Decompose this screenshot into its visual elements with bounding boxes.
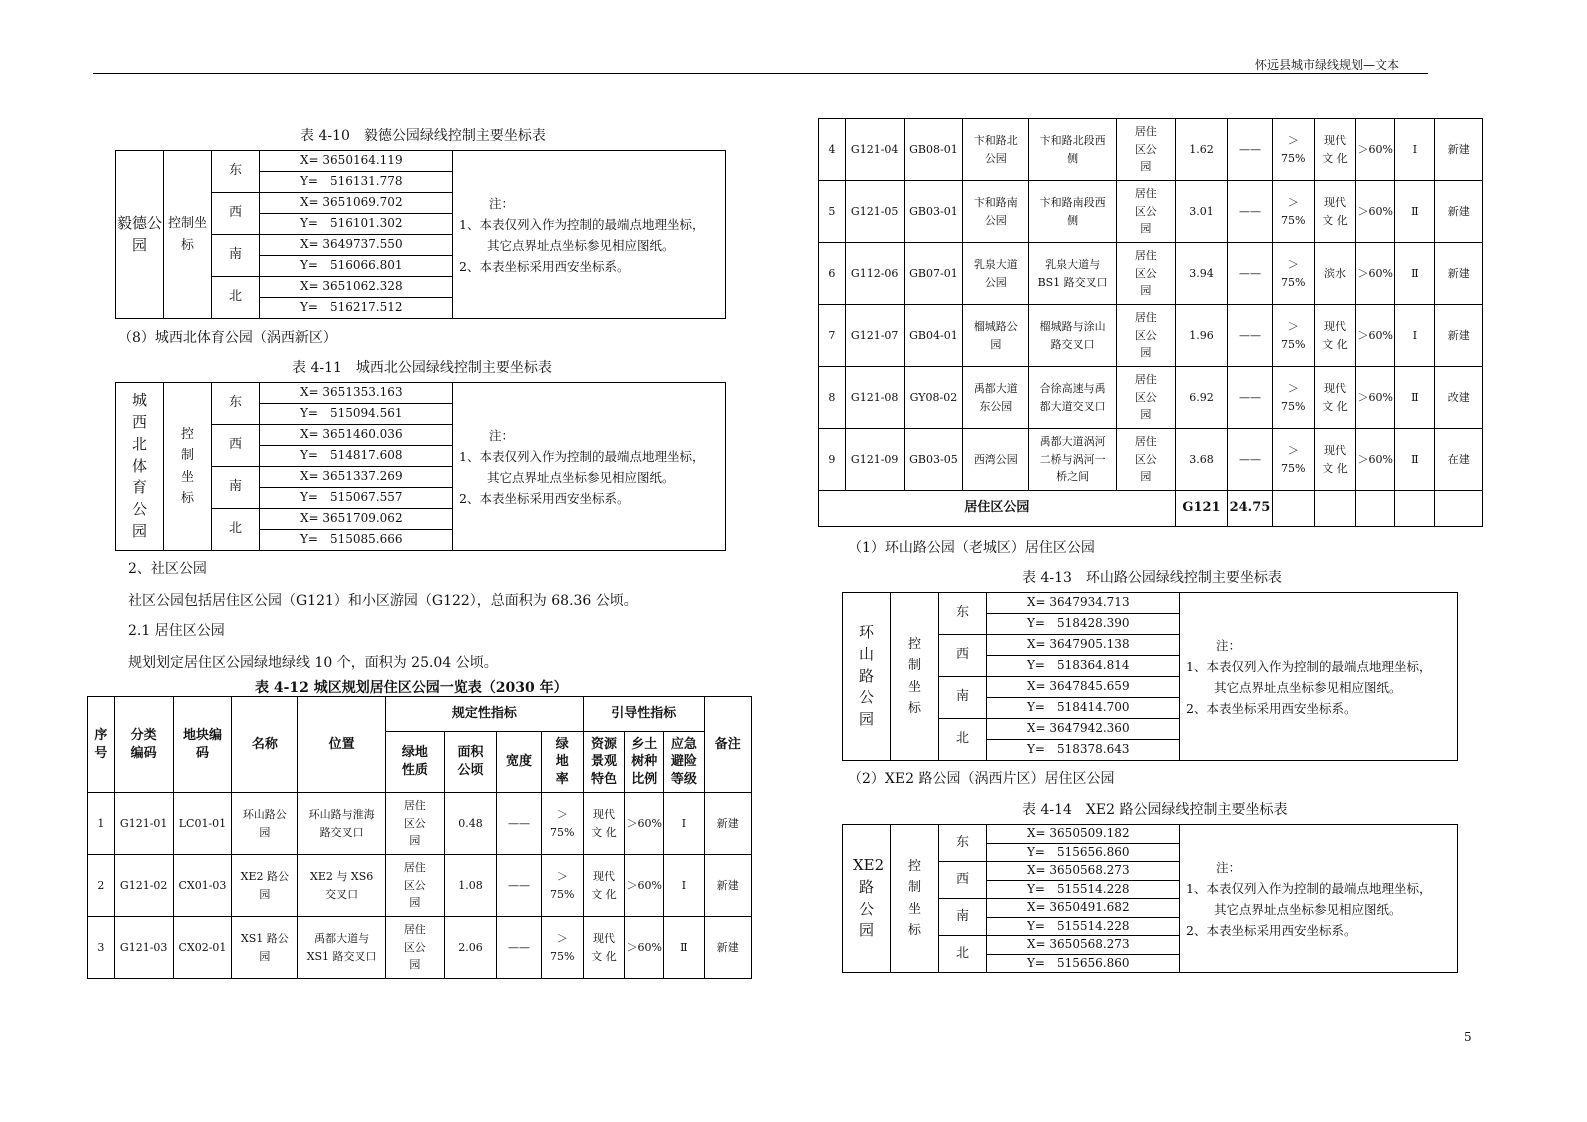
body-paragraph: 规划划定居住区公园绿地绿线 10 个，面积为 25.04 公顷。 — [128, 655, 498, 671]
table-note — [1180, 593, 1458, 761]
cell-name: 禹都大道东公园 — [963, 367, 1029, 429]
cell-remark: 新建 — [1435, 119, 1483, 181]
cell-area: 1.62 — [1175, 119, 1228, 181]
col-header: 位置 — [298, 697, 386, 793]
y-coord: Y= 515067.557 — [260, 488, 453, 509]
note-title: 注： — [489, 195, 515, 211]
direction: 西 — [939, 635, 987, 677]
cell-area: 0.48 — [444, 793, 497, 855]
cell-no: 7 — [819, 305, 846, 367]
table-row — [88, 793, 752, 855]
direction: 西 — [212, 193, 260, 235]
cell-plot: LC01-01 — [173, 793, 232, 855]
cell-resource: 现代文 化 — [1314, 119, 1355, 181]
cell-no: 5 — [819, 181, 846, 243]
coord-table — [842, 824, 1458, 973]
cell-nature: 居住区公园 — [1116, 367, 1175, 429]
y-coord: Y= 518378.643 — [987, 740, 1180, 761]
cell-no: 9 — [819, 429, 846, 491]
cell-emergency: Ⅱ — [664, 917, 704, 979]
direction: 西 — [212, 425, 260, 467]
note-line: 2、本表坐标采用西安坐标系。 — [459, 490, 630, 506]
cell-location: 卞和路北段西侧 — [1029, 119, 1117, 181]
cell-code: G121-05 — [845, 181, 904, 243]
cell-emergency: Ⅱ — [1395, 429, 1435, 491]
cell-no: 6 — [819, 243, 846, 305]
cell-emergency: Ⅱ — [1395, 243, 1435, 305]
x-coord: X= 3651353.163 — [260, 383, 453, 404]
cell-nature: 居住区公园 — [1116, 243, 1175, 305]
table-note — [453, 383, 726, 551]
cell-area: 1.08 — [444, 855, 497, 917]
table-row — [88, 855, 752, 917]
cell-emergency: Ⅰ — [664, 855, 704, 917]
x-coord: X= 3651337.269 — [260, 467, 453, 488]
cell-no: 1 — [88, 793, 115, 855]
cell-resource: 现代文 化 — [1314, 181, 1355, 243]
cell-emergency: Ⅱ — [1395, 181, 1435, 243]
direction: 北 — [212, 277, 260, 319]
total-label: 居住区公园 — [819, 491, 1176, 527]
cell-emergency: Ⅰ — [1395, 119, 1435, 181]
col-group-header: 引导性指标 — [583, 697, 704, 732]
note-line: 其它点界址点坐标参见相应图纸。 — [1214, 901, 1402, 917]
control-label: 控制坐标 — [891, 825, 939, 973]
cell-remark: 新建 — [704, 855, 751, 917]
note-line: 其它点界址点坐标参见相应图纸。 — [1214, 679, 1402, 695]
cell-remark: 改建 — [1435, 367, 1483, 429]
cell-tree: ＞60% — [1356, 367, 1395, 429]
park-name: 城西北体育公园 — [116, 383, 164, 551]
y-coord: Y= 516217.512 — [260, 298, 453, 319]
cell-location: 环山路与淮海路交叉口 — [298, 793, 386, 855]
cell-name: 环山路公园 — [232, 793, 298, 855]
cell-remark: 新建 — [704, 793, 751, 855]
page-number: 5 — [1464, 1030, 1472, 1044]
direction: 北 — [939, 936, 987, 973]
cell-remark: 新建 — [1435, 305, 1483, 367]
note-line: 1、本表仅列入作为控制的最端点地理坐标， — [459, 216, 705, 232]
cell-area: 3.94 — [1175, 243, 1228, 305]
col-header: 宽度 — [497, 732, 541, 793]
col-header: 备注 — [704, 697, 751, 793]
cell-tree: ＞60% — [1356, 243, 1395, 305]
cell-remark: 新建 — [1435, 181, 1483, 243]
x-coord: X= 3651062.328 — [260, 277, 453, 298]
table-row — [819, 181, 1483, 243]
cell-resource: 现代文 化 — [1314, 429, 1355, 491]
x-coord: X= 3651709.062 — [260, 509, 453, 530]
table-caption: 表 4-13 环山路公园绿线控制主要坐标表 — [1022, 570, 1282, 586]
section-heading: 2、社区公园 — [128, 561, 207, 577]
y-coord: Y= 515656.860 — [987, 843, 1180, 862]
cell-name: 乳泉大道公园 — [963, 243, 1029, 305]
control-label: 控制坐标 — [164, 151, 212, 319]
y-coord: Y= 518414.700 — [987, 698, 1180, 719]
table-row — [819, 429, 1483, 491]
y-coord: Y= 516101.302 — [260, 214, 453, 235]
col-header: 绿地性质 — [385, 732, 444, 793]
direction: 西 — [939, 862, 987, 899]
cell-plot: GB04-01 — [904, 305, 963, 367]
cell-tree: ＞60% — [1356, 181, 1395, 243]
y-coord: Y= 515085.666 — [260, 530, 453, 551]
cell-code: G112-06 — [845, 243, 904, 305]
note-title: 注： — [1216, 637, 1242, 653]
cell-area: 6.92 — [1175, 367, 1228, 429]
coord-table — [115, 150, 726, 319]
x-coord: X= 3650491.682 — [987, 899, 1180, 918]
header-rule — [93, 73, 1428, 74]
x-coord: X= 3651069.702 — [260, 193, 453, 214]
x-coord: X= 3647942.360 — [987, 719, 1180, 740]
cell-area: 2.06 — [444, 917, 497, 979]
cell-resource: 现代文 化 — [583, 917, 624, 979]
cell-location: 禹都大道涡河二桥与涡河一桥之间 — [1029, 429, 1117, 491]
total-code: G121 — [1175, 491, 1228, 527]
y-coord: Y= 518364.814 — [987, 656, 1180, 677]
y-coord: Y= 516131.778 — [260, 172, 453, 193]
cell-name: 卞和路南公园 — [963, 181, 1029, 243]
parks-table — [87, 696, 752, 979]
x-coord: X= 3647845.659 — [987, 677, 1180, 698]
x-coord: X= 3650509.182 — [987, 825, 1180, 844]
direction: 东 — [939, 825, 987, 862]
cell-remark: 新建 — [704, 917, 751, 979]
col-header: 乡土树种比例 — [625, 732, 664, 793]
cell-location: 乳泉大道与BS1 路交叉口 — [1029, 243, 1117, 305]
table-row — [819, 243, 1483, 305]
table-caption: 表 4-11 城西北公园绿线控制主要坐标表 — [292, 360, 552, 376]
cell-tree: ＞60% — [625, 917, 664, 979]
note-line: 2、本表坐标采用西安坐标系。 — [1186, 922, 1357, 938]
section-heading: （2）XE2 路公园（涡西片区）居住区公园 — [848, 771, 1115, 787]
cell-ratio: ＞75% — [1272, 243, 1314, 305]
cell-area: 3.68 — [1175, 429, 1228, 491]
cell-width: —— — [1228, 367, 1272, 429]
control-label: 控制坐标 — [891, 593, 939, 761]
direction: 南 — [939, 899, 987, 936]
coord-table — [115, 382, 726, 551]
cell-tree: ＞60% — [1356, 305, 1395, 367]
cell-location: 卞和路南段西侧 — [1029, 181, 1117, 243]
col-group-header: 规定性指标 — [385, 697, 583, 732]
cell-name: 西湾公园 — [963, 429, 1029, 491]
cell-plot: GB03-01 — [904, 181, 963, 243]
cell-location: 榴城路与涂山路交叉口 — [1029, 305, 1117, 367]
cell-nature: 居住区公园 — [1116, 119, 1175, 181]
cell-code: G121-04 — [845, 119, 904, 181]
note-line: 1、本表仅列入作为控制的最端点地理坐标， — [459, 448, 705, 464]
table-row — [819, 367, 1483, 429]
cell-tree: ＞60% — [625, 793, 664, 855]
col-header: 地块编码 — [173, 697, 232, 793]
table-row — [819, 305, 1483, 367]
running-header: 怀远县城市绿线规划—文本 — [1255, 58, 1400, 72]
direction: 北 — [212, 509, 260, 551]
cell-plot: GY08-02 — [904, 367, 963, 429]
direction: 南 — [212, 235, 260, 277]
cell-resource: 现代文 化 — [583, 793, 624, 855]
col-header: 名称 — [232, 697, 298, 793]
cell-tree: ＞60% — [1356, 119, 1395, 181]
cell-code: G121-09 — [845, 429, 904, 491]
cell-width: —— — [497, 855, 541, 917]
cell-width: —— — [1228, 305, 1272, 367]
y-coord: Y= 515094.561 — [260, 404, 453, 425]
parks-table-continued — [818, 118, 1483, 527]
y-coord: Y= 516066.801 — [260, 256, 453, 277]
y-coord: Y= 515514.228 — [987, 917, 1180, 936]
cell-ratio: ＞75% — [1272, 305, 1314, 367]
cell-area: 3.01 — [1175, 181, 1228, 243]
cell-ratio: ＞75% — [541, 917, 583, 979]
cell-width: —— — [1228, 429, 1272, 491]
note-line: 其它点界址点坐标参见相应图纸。 — [487, 237, 675, 253]
direction: 南 — [212, 467, 260, 509]
cell-resource: 现代文 化 — [1314, 367, 1355, 429]
x-coord: X= 3651460.036 — [260, 425, 453, 446]
note-line: 2、本表坐标采用西安坐标系。 — [1186, 700, 1357, 716]
cell-code: G121-07 — [845, 305, 904, 367]
cell-location: XE2 与 XS6 交叉口 — [298, 855, 386, 917]
table-row — [88, 917, 752, 979]
x-coord: X= 3650568.273 — [987, 936, 1180, 955]
cell-code: G121-08 — [845, 367, 904, 429]
cell-resource: 现代文 化 — [583, 855, 624, 917]
cell-nature: 居住区公园 — [385, 917, 444, 979]
cell-ratio: ＞75% — [1272, 429, 1314, 491]
col-header: 资源景观特色 — [583, 732, 624, 793]
total-row — [819, 491, 1483, 527]
cell-width: —— — [497, 793, 541, 855]
table-note — [453, 151, 726, 319]
table-caption: 表 4-12 城区规划居住区公园一览表（2030 年） — [255, 680, 568, 696]
control-label: 控制坐标 — [164, 383, 212, 551]
note-line: 2、本表坐标采用西安坐标系。 — [459, 258, 630, 274]
cell-plot: CX01-03 — [173, 855, 232, 917]
body-paragraph: 社区公园包括居住区公园（G121）和小区游园（G122），总面积为 68.36 公顷。 — [128, 593, 638, 609]
cell-name: XS1 路公园 — [232, 917, 298, 979]
cell-resource: 滨水 — [1314, 243, 1355, 305]
x-coord: X= 3647905.138 — [987, 635, 1180, 656]
cell-resource: 现代文 化 — [1314, 305, 1355, 367]
direction: 东 — [212, 151, 260, 193]
cell-ratio: ＞75% — [541, 793, 583, 855]
table-caption: 表 4-10 毅德公园绿线控制主要坐标表 — [300, 128, 546, 144]
direction: 东 — [212, 383, 260, 425]
park-name: 毅德公园 — [116, 151, 164, 319]
direction: 东 — [939, 593, 987, 635]
y-coord: Y= 514817.608 — [260, 446, 453, 467]
park-name: XE2路公园 — [843, 825, 891, 973]
cell-ratio: ＞75% — [1272, 367, 1314, 429]
cell-no: 8 — [819, 367, 846, 429]
direction: 南 — [939, 677, 987, 719]
cell-location: 禹都大道与XS1 路交叉口 — [298, 917, 386, 979]
note-line: 1、本表仅列入作为控制的最端点地理坐标， — [1186, 880, 1432, 896]
cell-no: 3 — [88, 917, 115, 979]
cell-code: G121-02 — [114, 855, 173, 917]
cell-ratio: ＞75% — [1272, 119, 1314, 181]
cell-nature: 居住区公园 — [1116, 181, 1175, 243]
cell-no: 2 — [88, 855, 115, 917]
y-coord: Y= 515656.860 — [987, 954, 1180, 973]
section-heading: 2.1 居住区公园 — [128, 623, 225, 639]
cell-plot: CX02-01 — [173, 917, 232, 979]
cell-code: G121-01 — [114, 793, 173, 855]
cell-plot: GB07-01 — [904, 243, 963, 305]
cell-plot: GB03-05 — [904, 429, 963, 491]
col-header: 绿地率 — [541, 732, 583, 793]
cell-emergency: Ⅰ — [664, 793, 704, 855]
cell-remark: 在建 — [1435, 429, 1483, 491]
col-header: 应急避险等级 — [664, 732, 704, 793]
cell-width: —— — [1228, 119, 1272, 181]
cell-area: 1.96 — [1175, 305, 1228, 367]
cell-emergency: Ⅰ — [1395, 305, 1435, 367]
y-coord: Y= 518428.390 — [987, 614, 1180, 635]
park-name: 环山路公园 — [843, 593, 891, 761]
cell-no: 4 — [819, 119, 846, 181]
cell-location: 合徐高速与禹都大道交叉口 — [1029, 367, 1117, 429]
note-line: 1、本表仅列入作为控制的最端点地理坐标， — [1186, 658, 1432, 674]
cell-nature: 居住区公园 — [385, 855, 444, 917]
total-area: 24.75 — [1228, 491, 1272, 527]
coord-table — [842, 592, 1458, 761]
cell-tree: ＞60% — [1356, 429, 1395, 491]
cell-name: 榴城路公园 — [963, 305, 1029, 367]
cell-name: XE2 路公园 — [232, 855, 298, 917]
note-title: 注： — [489, 427, 515, 443]
cell-ratio: ＞75% — [541, 855, 583, 917]
x-coord: X= 3649737.550 — [260, 235, 453, 256]
cell-name: 卞和路北公园 — [963, 119, 1029, 181]
table-caption: 表 4-14 XE2 路公园绿线控制主要坐标表 — [1022, 802, 1288, 818]
table-note — [1180, 825, 1458, 973]
cell-tree: ＞60% — [625, 855, 664, 917]
note-title: 注： — [1216, 859, 1242, 875]
direction: 北 — [939, 719, 987, 761]
section-heading: （1）环山路公园（老城区）居住区公园 — [848, 540, 1095, 556]
note-line: 其它点界址点坐标参见相应图纸。 — [487, 469, 675, 485]
y-coord: Y= 515514.228 — [987, 880, 1180, 899]
cell-width: —— — [1228, 181, 1272, 243]
x-coord: X= 3647934.713 — [987, 593, 1180, 614]
cell-plot: GB08-01 — [904, 119, 963, 181]
cell-width: —— — [1228, 243, 1272, 305]
x-coord: X= 3650568.273 — [987, 862, 1180, 881]
x-coord: X= 3650164.119 — [260, 151, 453, 172]
cell-nature: 居住区公园 — [1116, 305, 1175, 367]
section-heading: （8）城西北体育公园（涡西新区） — [118, 330, 337, 346]
cell-remark: 新建 — [1435, 243, 1483, 305]
cell-nature: 居住区公园 — [385, 793, 444, 855]
col-header: 面积公顷 — [444, 732, 497, 793]
cell-emergency: Ⅱ — [1395, 367, 1435, 429]
cell-width: —— — [497, 917, 541, 979]
cell-nature: 居住区公园 — [1116, 429, 1175, 491]
table-row — [819, 119, 1483, 181]
cell-code: G121-03 — [114, 917, 173, 979]
col-header: 序号 — [88, 697, 115, 793]
col-header: 分类编码 — [114, 697, 173, 793]
cell-ratio: ＞75% — [1272, 181, 1314, 243]
